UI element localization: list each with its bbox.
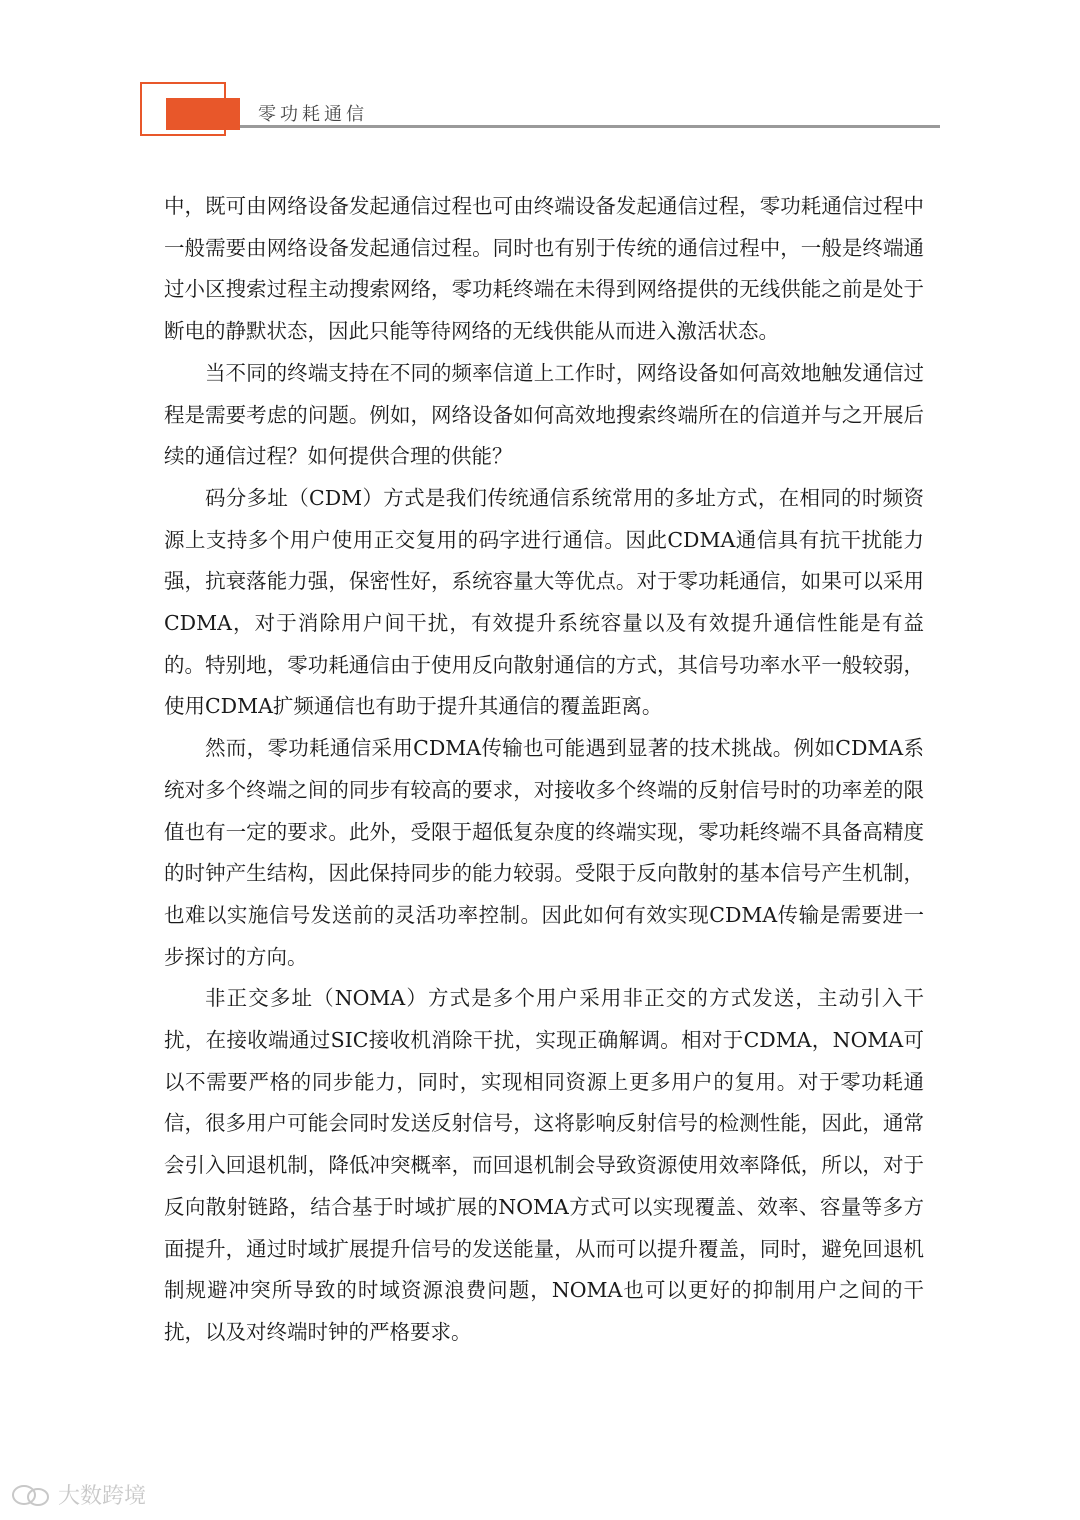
paragraph: 码分多址（CDM）方式是我们传统通信系统常用的多址方式，在相同的时频资源上支持多个用户使用正交复用的码字进行通信。因此CDMA通信具有抗干扰能力强，抗衰落能力强，保密性好，系统容量大等优点。对于零功耗通信，如果可以采用CDMA，对于消除用户间干扰，有效提升系统容量以及有效提升通信性能是有益的。特别地，零功耗通信由于使用反向散射通信的方式，其信号功率水平一般较弱，使用CDMA扩频通信也有助于提升其通信的覆盖距离。 (164, 485, 924, 719)
header-rule (240, 125, 940, 128)
paragraph-continuation: 中，既可由网络设备发起通信过程也可由终端设备发起通信过程，零功耗通信过程中一般需要由网络设备发起通信过程。同时也有别于传统的通信过程中，一般是终端通过小区搜索过程主动搜索网络，零功耗终端在未得到网络提供的无线供能之前是处于断电的静默状态，因此只能等待网络的无线供能从而进入激活状态。 (164, 194, 924, 344)
header-accent-block (166, 98, 240, 130)
paragraph: 非正交多址（NOMA）方式是多个用户采用非正交的方式发送，主动引入干扰，在接收端通过SIC接收机消除干扰，实现正确解调。相对于CDMA，NOMA可以不需要严格的同步能力，同时，实现相同资源上更多用户的复用。对于零功耗通信，很多用户可能会同时发送反射信号，这将影响反射信号的检测性能，因此，通常会引入回退机制，降低冲突概率，而回退机制会导致资源使用效率降低，所以，对于反向散射链路，结合基于时域扩展的NOMA方式可以实现覆盖、效率、容量等多方面提升，通过时域扩展提升信号的发送能量，从而可以提升覆盖，同时，避免回退机制规避冲突所导致的时域资源浪费问题，NOMA也可以更好的抑制用户之间的干扰，以及对终端时钟的严格要求。 (164, 986, 924, 1344)
paragraph: 然而，零功耗通信采用CDMA传输也可能遇到显著的技术挑战。例如CDMA系统对多个终端之间的同步有较高的要求，对接收多个终端的反射信号时的功率差的限值也有一定的要求。此外，受限于超低复杂度的终端实现，零功耗终端不具备高精度的时钟产生结构，因此保持同步的能力较弱。受限于反向散射的基本信号产生机制，也难以实施信号发送前的灵活功率控制。因此如何有效实现CDMA传输是需要进一步探讨的方向。 (164, 736, 924, 969)
paragraph: 当不同的终端支持在不同的频率信道上工作时，网络设备如何高效地触发通信过程是需要考虑的问题。例如，网络设备如何高效地搜索终端所在的信道并与之开展后续的通信过程？如何提供合理的供能？ (164, 360, 924, 469)
wechat-brand-logo-icon (10, 1482, 52, 1508)
page-body (164, 186, 924, 1354)
watermark-text: 大数跨境 (58, 1484, 147, 1509)
running-header-title: 零功耗通信 (258, 104, 368, 125)
watermark (10, 1479, 146, 1510)
